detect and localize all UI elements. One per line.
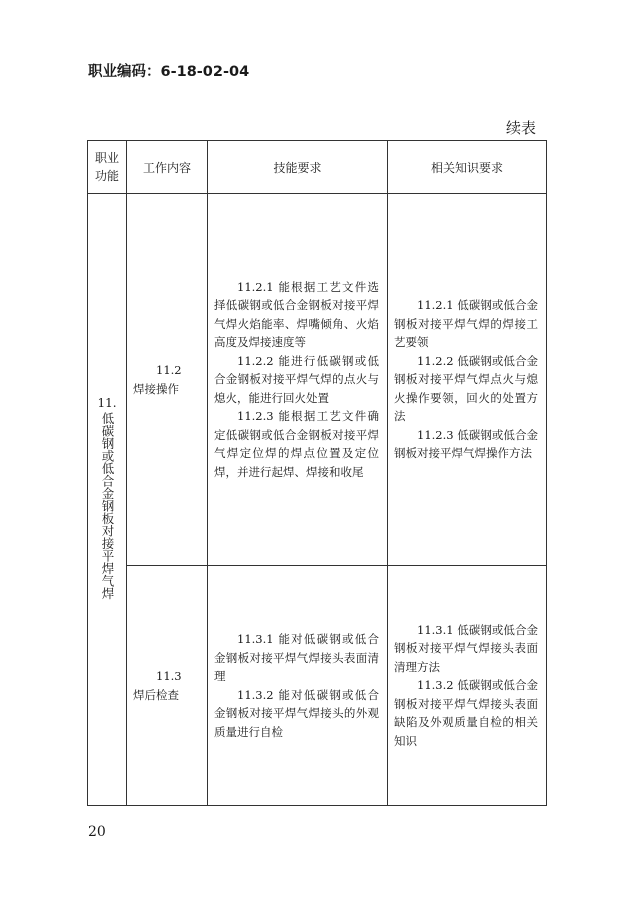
standards-table [87,140,547,806]
knowledge-item: 11.2.2 低碳钢或低合金钢板对接平焊气焊点火与熄火操作要领，回火的处置方法 [394,353,538,424]
knowledge-item: 11.3.1 低碳钢或低合金钢板对接平焊气焊接头表面清理方法 [394,622,538,674]
skill-item: 11.2.1 能根据工艺文件选择低碳钢或低合金钢板对接平焊气焊火焰能率、焊嘴倾角、火焰高度及焊接速度等 [214,279,379,350]
knowledge-cell [388,194,547,566]
function-cell [88,194,127,806]
knowledge-item: 11.3.2 低碳钢或低合金钢板对接平焊气焊接头表面缺陷及外观质量自检的相关知识 [394,678,538,748]
header-function [88,141,127,194]
table-header-row [88,141,547,194]
header-function-line1: 职业 [94,151,119,165]
header-function-line2: 功能 [94,169,119,183]
skill-item: 11.3.1 能对低碳钢或低合金钢板对接平焊气焊接头表面清理 [214,632,379,683]
skill-item: 11.3.2 能对低碳钢或低合金钢板对接平焊气焊接头的外观质量进行自检 [214,687,379,739]
knowledge-cell [388,566,547,806]
work-content-cell [127,566,208,806]
skill-item: 11.2.2 能进行低碳钢或低合金钢板对接平焊气焊的点火与熄火，能进行回火处置 [214,353,379,405]
work-content-text: 11.3 焊后检查 [133,669,194,702]
function-number: 11. [97,395,117,410]
knowledge-item: 11.2.3 低碳钢或低合金钢板对接平焊气焊操作方法 [394,427,538,461]
function-name: 低碳钢或低合金钢板对接平焊气焊 [100,411,115,600]
skill-item: 11.2.3 能根据工艺文件确定低碳钢或低合金钢板对接平焊气焊定位焊的焊点位置及定位焊，并进行起焊、焊接和收尾 [214,409,379,479]
work-content-cell [127,194,208,566]
continued-label: 续表 [505,119,536,137]
work-content-text: 11.2 焊接操作 [133,363,194,396]
table-row [88,194,547,566]
occupation-code: 职业编码：6-18-02-04 [88,64,250,80]
page-number: 20 [88,824,106,840]
header-knowledge-requirements: 相关知识要求 [388,141,547,194]
header-work-content: 工作内容 [127,141,208,194]
knowledge-item: 11.2.1 低碳钢或低合金钢板对接平焊气焊的焊接工艺要领 [394,298,538,350]
skill-cell [208,194,388,566]
skill-cell [208,566,388,806]
table-row [88,566,547,806]
header-skill-requirements: 技能要求 [208,141,388,194]
